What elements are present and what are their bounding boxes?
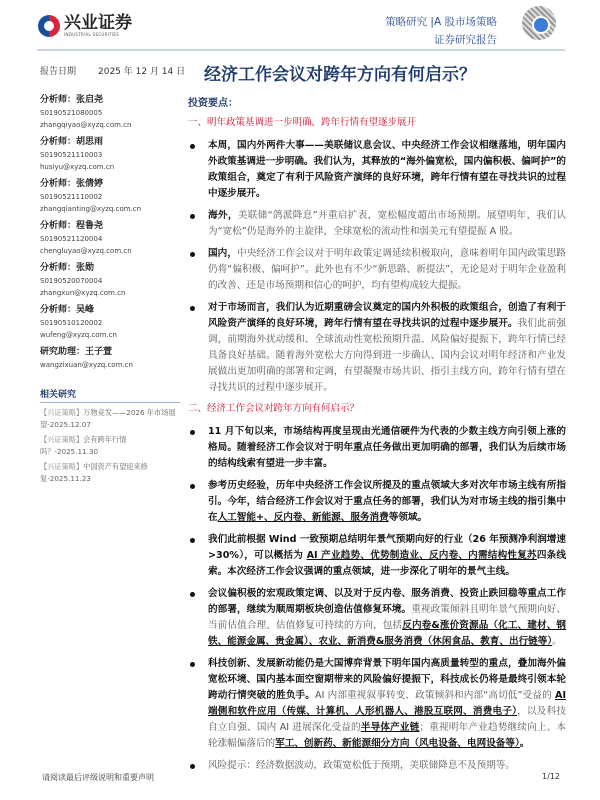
- related-research-tag: 【兴证策略】: [40, 408, 84, 417]
- paragraph-text: 国内，: [208, 248, 238, 259]
- logo-icon: [38, 15, 60, 37]
- footer-disclaimer: 请阅读最后评级说明和重要声明: [42, 773, 154, 782]
- related-research-link[interactable]: [40, 461, 180, 485]
- header-divider: [37, 49, 565, 51]
- related-research-list: [40, 407, 180, 485]
- paragraph-text: 本周，国内外两件大事——美联储议息会议、中央经济工作会议相继落地，明年国内外政策基调进一步明确。我们认为，其释放的“海外偏宽松，国内偏积极、偏呵护”的政策组合，奠定了有利于风险资产演绎的良好环境，跨年行情有望在寻找共识的过程中逐步展开。: [208, 140, 566, 199]
- paragraph-text: 。: [519, 738, 530, 749]
- logo-name: 兴业证券: [64, 13, 132, 33]
- analyst-license-id: S0190510120002: [40, 319, 103, 327]
- paragraph-text: ，以及科技自立自强、国内 AI 进展深化受益的: [208, 706, 567, 733]
- paragraph-text: 重视政策倾斜且明年景气预期向好、当前估值合理、估值修复可持续的方向，包括: [208, 604, 567, 631]
- related-research-heading: 相关研究: [40, 387, 180, 403]
- highlighted-sector-text: 半导体产业链: [360, 722, 420, 733]
- paragraph-text: 中央经济工作会议对于明年政策定调延续积极取向，意味着明年国内政策思路仍将“偏积极、偏呵护”。此外也有不少“新思路、新提法”，无论是对于明年企业盈利的改善、还是市场预期和信心的呵护，均有望构成较大提振。: [208, 248, 567, 291]
- bullet-paragraph: [188, 532, 566, 580]
- analyst-card: [40, 346, 180, 371]
- analyst-name: 研究助理：王子萱: [40, 347, 113, 357]
- section-heading: 一、明年政策基调进一步明确，跨年行情有望逐步展开: [188, 117, 417, 128]
- section-heading: 二、经济工作会议对跨年方向有何启示？: [188, 403, 360, 414]
- paragraph-text: 等领域。: [388, 512, 428, 523]
- bullet-paragraph: [188, 586, 566, 650]
- highlighted-sector-text: 军工、创新药、新能源细分方向（风电设备、电网设备等）: [275, 738, 520, 749]
- analyst-email[interactable]: zhangqiyao@xyzq.com.cn: [40, 121, 132, 129]
- highlighted-sector-text: AI 端侧和软件应用（传媒、计算机、人形机器人、港股互联网、消费电子）: [208, 690, 567, 717]
- bullet-paragraph: [188, 758, 566, 774]
- company-logo: [38, 14, 132, 37]
- bullet-paragraph: [188, 300, 566, 396]
- paragraph-text: 。: [552, 636, 562, 647]
- analyst-name: 分析师：程鲁尧: [40, 221, 104, 231]
- paragraph-text: 对于市场而言，我们认为近期重磅会议奠定的国内外积极的政策组合，创造了有利于风险资产演绎的良好环境，跨年行情有望在寻找共识的过程中逐步展开。: [208, 302, 566, 329]
- analyst-card: [40, 94, 180, 131]
- related-research-tag: 【兴证策略】: [40, 462, 84, 471]
- analyst-license-id: S0190521110002: [40, 193, 103, 201]
- paragraph-text: 美联储“鸽派降息”并重启扩表，宽松幅度超出市场预期。展望明年，我们认为“宽松”仍是海外的主旋律，全球宽松的流动性和弱美元有望提振 A 股。: [208, 210, 566, 237]
- analyst-card: [40, 220, 180, 257]
- paragraph-text: 海外，: [208, 210, 238, 221]
- analyst-email[interactable]: wangzixuan@xyzq.com.cn: [40, 361, 133, 369]
- analyst-name: 分析师：吴峰: [40, 305, 95, 315]
- analyst-card: [40, 262, 180, 299]
- bullet-paragraph: [188, 424, 566, 472]
- bullet-paragraph: [188, 208, 566, 240]
- paragraph-text: 四条线索。本次经济工作会议强调的重点领域，进一步深化了明年的景气主线。: [208, 550, 567, 577]
- analyst-card: [40, 178, 180, 215]
- paragraph-text: 我们此前强调，前期海外扰动缓和、全球流动性宽松预期升温、风险偏好提振下，跨年行情已经具备良好基础。随着海外宽松大方向得到进一步确认、国内会议对明年经济和产业发展做出更加明确的部署和定调，有望凝聚市场共识、指引主线方向，跨年行情有望在寻找共识的过程中逐步展开。: [208, 318, 567, 393]
- related-research-link[interactable]: [40, 434, 180, 458]
- analyst-email[interactable]: wufeng@xyzq.com.cn: [40, 331, 117, 339]
- analyst-list: [40, 94, 180, 371]
- paragraph-text: 会议偏积极的宏观政策定调、以及对于反内卷、服务消费、投资止跌回稳等重点工作的部署，继续为顺周期板块创造估值修复环境。: [208, 588, 566, 615]
- related-research-title: 万物竞发——2026 年市场展望-2025.12.07: [40, 408, 176, 429]
- analyst-email[interactable]: zhangxun@xyzq.com.cn: [40, 289, 126, 297]
- paragraph-text: 科技创新、发展新动能仍是大国博弈背景下明年国内高质量转型的重点，叠加海外偏宽松环境、国内基本面空窗期带来的风险偏好提振下，科技成长仍将是最终引领本轮跨动行情突破的胜负手。: [208, 658, 566, 701]
- highlighted-sector-text: 人工智能+、反内卷、新能源、服务消费: [217, 512, 389, 523]
- analyst-license-id: S0190521080005: [40, 109, 103, 117]
- analyst-card: [40, 304, 180, 341]
- bullet-paragraph: [188, 656, 566, 752]
- related-research-link[interactable]: [40, 407, 180, 431]
- related-research-title: 中国资产有望迎来修复-2025.11.23: [40, 462, 148, 483]
- report-date: 2025 年 12 月 14 日: [98, 67, 186, 77]
- bullet-paragraph: [188, 138, 566, 202]
- bullet-paragraph: [188, 478, 566, 526]
- related-research-title: 会有跨年行情吗？-2025.11.30: [40, 435, 127, 456]
- qr-code-icon: [522, 6, 556, 40]
- paragraph-text: ；重视明年产业趋势继续向上、本轮涨幅偏落后的: [208, 722, 567, 749]
- key-points-heading: 投资要点：: [188, 98, 238, 109]
- analyst-name: 分析师：胡思雨: [40, 137, 104, 147]
- paragraph-text: 11 月下旬以来，市场结构再度呈现由光通信硬件为代表的少数主线方向引领上涨的格局。随着经济工作会议对于明年重点任务做出更加明确的部署，我们认为后续市场的结构线索有望进一步丰富。: [208, 426, 566, 469]
- paragraph-text: 风险提示：经济数据波动，政策宽松低于预期，美联储降息不及预期等。: [208, 760, 515, 771]
- paragraph-text: AI 内部重视叙事转变、政策倾斜和内部“高切低”受益的: [315, 690, 556, 701]
- bullet-paragraph: [188, 246, 566, 294]
- analyst-license-id: S0190520070004: [40, 277, 103, 285]
- report-category: 策略研究 |A 股市场策略: [385, 16, 497, 28]
- page-number: 1/12: [542, 772, 560, 781]
- analyst-license-id: S0190521120004: [40, 235, 103, 243]
- date-label: 报告日期: [40, 67, 77, 77]
- related-research-tag: 【兴证策略】: [40, 435, 84, 444]
- report-type: 证券研究报告: [434, 34, 497, 46]
- analyst-license-id: S0190521110003: [40, 151, 103, 159]
- sidebar: [40, 94, 180, 488]
- analyst-email[interactable]: zhangqianting@xyzq.com.cn: [40, 205, 142, 213]
- analyst-email[interactable]: husiyu@xyzq.com.cn: [40, 163, 115, 171]
- sections: [188, 116, 566, 774]
- highlighted-sector-text: AI 产业趋势、优势制造业、反内卷、内需结构性复苏: [306, 550, 537, 561]
- header-category-block: [385, 13, 497, 49]
- analyst-name: 分析师：张倩婷: [40, 179, 104, 189]
- main-content: [188, 94, 566, 780]
- paragraph-text: 参考历史经验，历年中央经济工作会议所提及的重点领域大多对次年市场主线有所指引。今年，结合经济工作会议对于重点任务的部署，我们认为对市场主线的指引集中在: [208, 480, 566, 523]
- analyst-name: 分析师：张勋: [40, 263, 95, 273]
- page-title: 经济工作会议对跨年方向有何启示？: [204, 65, 476, 85]
- analyst-name: 分析师：张启尧: [40, 95, 104, 105]
- analyst-card: [40, 136, 180, 173]
- logo-english: INDUSTRIAL SECURITIES: [64, 32, 120, 37]
- paragraph-text: 我们此前根据 Wind 一致预期总结明年景气预期向好的行业（26 年预测净利润增速>30%），可以概括为: [208, 534, 566, 561]
- analyst-email[interactable]: chengluyao@xyzq.com.cn: [40, 247, 132, 255]
- highlighted-sector-text: 反内卷&涨价资源品（化工、建材、钢铁、能源金属、贵金属）、农业、新消费&服务消费（休闲食品、教育、出行链等）: [208, 620, 567, 647]
